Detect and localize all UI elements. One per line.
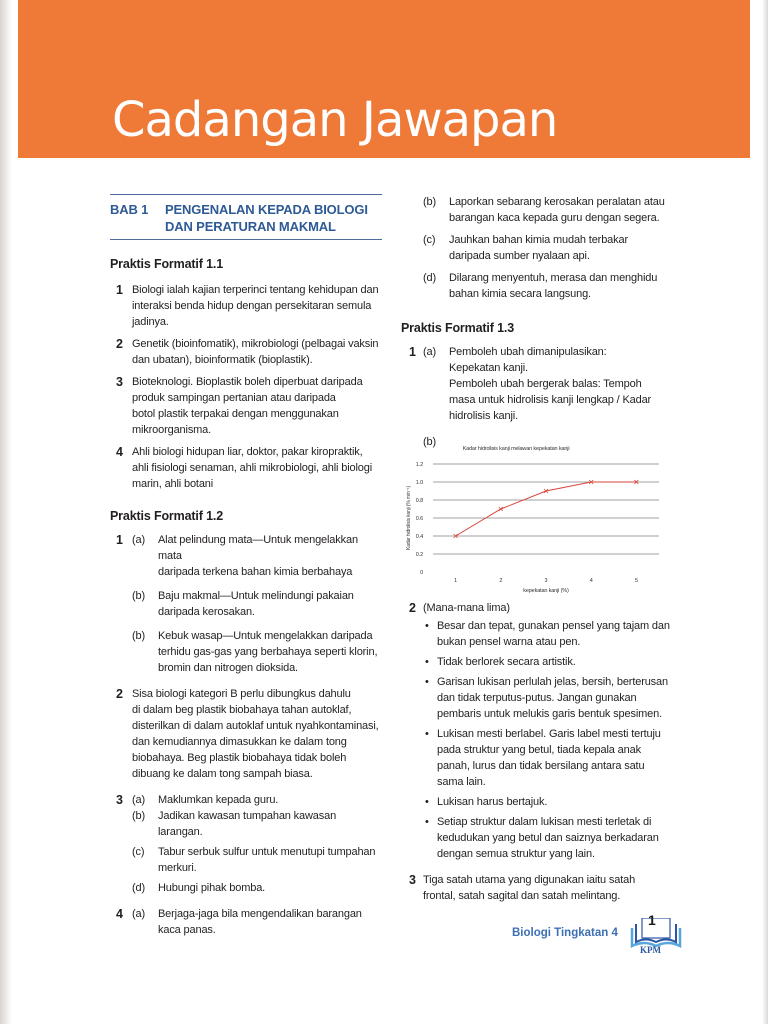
question-answer [132,374,382,438]
chapter-heading [110,194,382,240]
answer-line: dan tidak terputus-putus. Jangan gunakan [437,692,637,704]
answer-line: Maklumkan kepada guru. [158,794,279,806]
answer-line: Kepekatan kanji. [449,362,528,374]
chapter-code: BAB 1 [110,202,149,217]
y-axis-label: Kadar hidrolisis kanji (% min⁻¹) [406,486,412,550]
data-point [499,507,503,511]
question-number: 2 [116,337,123,351]
sub-answer-a [132,906,382,938]
page-number: 1 [648,912,656,928]
right-column [401,194,673,904]
answer-line: disterilkan di dalam autoklaf untuk nyahkontaminasi, [132,720,379,732]
sub-label: (c) [423,234,436,246]
answer-line: Alat pelindung mata—Untuk mengelakkan mata [158,534,358,562]
question-answer [132,336,382,368]
answer-line: Biologi ialah kajian terperinci tentang kehidupan dan [132,284,379,296]
sub-label: (a) [132,534,145,546]
bullet-item [423,814,673,862]
sub-answer-4d [401,270,673,302]
answer-line: dan ubatan), bioinformatik (bioplastik). [132,354,313,366]
answer-line: Tiga satah utama yang digunakan iaitu satah [423,874,636,886]
sub-answer-a [132,532,382,580]
sub-label: (c) [132,846,145,858]
sub-label: (d) [132,882,145,894]
answer-line: terhidu gas-gas yang berbahaya seperti klorin, [158,646,378,658]
question-number: 2 [116,687,123,701]
section-heading-pf13: Praktis Formatif 1.3 [401,321,515,335]
sub-label: (b) [423,196,436,208]
series-line [456,482,637,536]
answer-line: bukan pensel warna atau pen. [437,636,581,648]
answer-line: produk sampingan pertanian atau daripada [132,392,336,404]
answer-line: Kebuk wasap—Untuk mengelakkan daripada [158,630,373,642]
bullet-item [423,654,673,670]
answer-line: Baju makmal—Untuk melindungi pakaian [158,590,354,602]
bullet-symbol: • [425,816,429,828]
answer-line: masa untuk hidrolisis kanji lengkap / Kadar [449,394,652,406]
chapter-title [165,201,368,235]
answer-line: interaksi benda hidup dengan persekitaran semula [132,300,372,312]
kpm-logo [630,912,682,960]
answer-line: Pemboleh ubah bergerak balas: Tempoh [449,378,642,390]
footer-book-title: Biologi Tingkatan 4 [512,927,618,939]
answer-line: frontal, satah sagital dan satah melintang. [423,890,621,902]
answer-line: di dalam beg plastik biobahaya tahan autoklaf, [132,704,352,716]
answer-line: jadinya. [132,316,169,328]
y-tick-label: 1.2 [415,462,423,468]
answer-line: ahli fisiologi senaman, ahli mikrobiologi, ahli biologi [132,462,372,474]
answer-line: kaca panas. [158,924,216,936]
answer-line: Laporkan sebarang kerosakan peralatan atau [449,196,665,208]
answer-line: panah, lurus dan tidak bersilang antara satu [437,760,645,772]
question-number: 3 [116,375,123,389]
question-answer [423,600,673,862]
sub-label: (d) [423,272,436,284]
answer-line: Besar dan tepat, gunakan pensel yang tajam dan [437,620,670,632]
answer-line: Bioteknologi. Bioplastik boleh diperbuat daripada [132,376,363,388]
section-heading-pf12: Praktis Formatif 1.2 [110,509,224,523]
sub-answer-a [423,344,673,424]
chapter-title-line: DAN PERATURAN MAKMAL [165,219,336,234]
answer-line: Berjaga-jaga bila mengendalikan barangan [158,908,362,920]
x-tick-label: 1 [454,578,458,584]
bullet-item [423,674,673,722]
question-number: 1 [409,345,416,359]
question-number: 4 [116,907,123,921]
answer-line: daripada kerosakan. [158,606,255,618]
answer-line: botol plastik terpakai dengan menggunakan [132,408,339,420]
sub-label: (a) [423,346,436,358]
y-tick-label: 0.4 [415,534,423,540]
y-tick-label: 0.8 [415,498,423,504]
question-answer [132,792,382,896]
page-right-edge-shadow [762,0,768,1024]
sub-answer-b [132,808,382,840]
question-1-2-1 [110,532,382,676]
answer-line: Genetik (bioinfomatik), mikrobiologi (pelbagai vaksin [132,338,379,350]
sub-answer-4c [401,232,673,264]
bullet-item [423,794,673,810]
question-answer [132,906,382,938]
sub-label: (b) [423,436,436,448]
question-answer [132,282,382,330]
section-heading-pf11: Praktis Formatif 1.1 [110,257,224,271]
answer-line: pembaris untuk melukis garis bentuk spesimen. [437,708,662,720]
answer-line: barangan kaca kepada guru dengan segera. [449,212,660,224]
question-1-1-3 [110,374,382,438]
sub-answer-c [132,628,382,676]
publisher-label: KPM [640,945,661,955]
x-tick-label: 3 [544,578,548,584]
question-number: 1 [116,283,123,297]
question-1-2-2 [110,686,382,782]
question-1-3-2 [401,600,673,862]
question-answer [132,532,382,676]
question-1-2-3 [110,792,382,896]
question-1-2-4 [110,906,382,938]
sub-label: (b) [132,590,145,602]
page-left-edge-shadow [0,0,12,1024]
answer-line: Jauhkan bahan kimia mudah terbakar [449,234,628,246]
left-column [110,194,382,938]
question-1-3-1 [401,344,673,424]
answer-line: sama lain. [437,776,486,788]
answer-intro: (Mana-mana lima) [423,602,510,614]
chart-container [401,436,671,596]
answer-line: Lukisan mesti berlabel. Garis label mesti tertuju [437,728,661,740]
answer-line: dengan semua struktur yang lain. [437,848,595,860]
answer-line: Lukisan harus bertajuk. [437,796,548,808]
answer-line: biobahaya. Beg plastik biobahaya tidak boleh [132,752,347,764]
question-answer [423,344,673,424]
question-number: 3 [116,793,123,807]
question-answer [132,444,382,492]
answer-line: Pemboleh ubah dimanipulasikan: [449,346,607,358]
sub-label: (a) [132,908,145,920]
header-banner [18,0,750,158]
answer-line: Jadikan kawasan tumpahan kawasan larangan. [158,810,337,838]
sub-answer-d [132,880,382,896]
x-tick-label: 5 [634,578,638,584]
answer-line: bromin dan nitrogen dioksida. [158,662,298,674]
answer-line: Garisan lukisan perlulah jelas, bersih, berterusan [437,676,668,688]
line-chart [401,436,671,596]
sub-answer-b [132,588,382,620]
bullet-symbol: • [425,656,429,668]
answer-line: hidrolisis kanji. [449,410,518,422]
question-1-3-3 [401,872,673,904]
bullet-symbol: • [425,676,429,688]
answer-line: Tabur serbuk sulfur untuk menutupi tumpahan [158,846,376,858]
question-1-1-2 [110,336,382,368]
answer-line: dan kemudiannya dimasukkan ke dalam tong [132,736,347,748]
chapter-title-line: PENGENALAN KEPADA BIOLOGI [165,202,368,217]
y-tick-label: 0.2 [415,552,423,558]
x-axis-label: kepekatan kanji (%) [523,588,569,594]
answer-line: marin, ahli botani [132,478,214,490]
question-answer [423,872,673,904]
sub-label: (a) [132,794,145,806]
page-title: Cadangan Jawapan [112,92,558,148]
bullet-item [423,726,673,790]
answer-line: Tidak berlorek secara artistik. [437,656,576,668]
question-number: 4 [116,445,123,459]
answer-line: daripada terkena bahan kimia berbahaya [158,566,353,578]
question-1-1-1 [110,282,382,330]
answer-line: pada struktur yang betul, tiada kepala anak [437,744,641,756]
x-tick-label: 4 [589,578,593,584]
question-1-1-4 [110,444,382,492]
bullet-item [423,618,673,650]
y-tick-label: 0.6 [415,516,423,522]
bullet-symbol: • [425,728,429,740]
answer-line: Ahli biologi hidupan liar, doktor, pakar kiropraktik, [132,446,363,458]
answer-line: mikroorganisma. [132,424,212,436]
question-number: 1 [116,533,123,547]
y-tick-label: 0 [420,570,423,576]
sub-answer-a [132,792,382,808]
answer-line: daripada sumber nyalaan api. [449,250,590,262]
answer-line: kedudukan yang betul dan saiznya berkadaran [437,832,659,844]
chart-title: Kadar hidrolisis kanji melawan kepekatan kanji [462,446,570,452]
y-tick-label: 1.0 [415,480,423,486]
sub-label: (b) [132,630,145,642]
answer-line: Dilarang menyentuh, merasa dan menghidu [449,272,658,284]
x-tick-label: 2 [499,578,503,584]
question-number: 2 [409,601,416,615]
answer-line: dibuang ke dalam tong sampah biasa. [132,768,313,780]
sub-answer-c [132,844,382,876]
bullet-symbol: • [425,620,429,632]
sub-label: (b) [132,810,145,822]
sub-answer-4b [401,194,673,226]
answer-line: Setiap struktur dalam lukisan mesti terletak di [437,816,652,828]
answer-line: bahan kimia secara langsung. [449,288,591,300]
answer-line: Hubungi pihak bomba. [158,882,266,894]
bullet-symbol: • [425,796,429,808]
question-number: 3 [409,873,416,887]
answer-line: Sisa biologi kategori B perlu dibungkus dahulu [132,688,351,700]
question-answer [132,686,382,782]
answer-line: merkuri. [158,862,197,874]
